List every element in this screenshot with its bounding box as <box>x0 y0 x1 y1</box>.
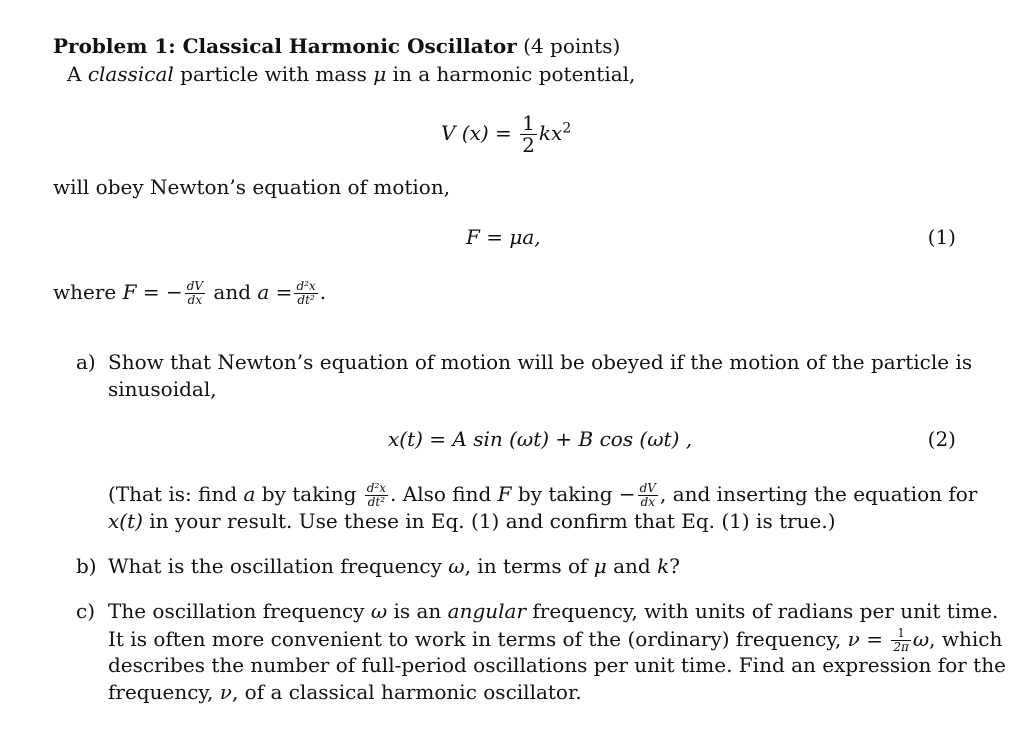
part-b-omega: ω <box>448 554 465 578</box>
part-b-mu: μ <box>593 554 607 578</box>
part-b-k: k <box>657 554 670 578</box>
part-b-text-d: ? <box>669 554 680 578</box>
hint-text-6: in your result. Use these in Eq. (1) and confirm that Eq. (1) is true.) <box>142 509 836 533</box>
part-b-text-c: and <box>606 554 658 578</box>
part-b-text-a: What is the oscillation frequency <box>108 554 449 578</box>
hint-var-xt: x(t) <box>108 509 143 533</box>
equation-2 <box>388 426 692 452</box>
d2x-dt2-fraction <box>294 280 317 306</box>
part-c-l2-nu: ν <box>847 627 860 651</box>
problem-title: Problem 1: Classical Harmonic Oscillator <box>53 34 517 58</box>
equation-1-number: (1) <box>927 225 956 249</box>
hint-text-2: by taking <box>255 482 363 506</box>
hint-text-3: . Also find <box>390 482 498 506</box>
hint-dt2-den: dt² <box>367 495 386 509</box>
problem-heading <box>53 33 620 59</box>
equation-1-expr: F = μa, <box>466 225 541 249</box>
part-c-l4-nu: ν <box>219 680 232 704</box>
part-c-l1-c: frequency, with units of radians per unit time. <box>526 599 999 623</box>
dt2-denominator: dt² <box>297 293 315 307</box>
part-c-l4-a: frequency, <box>108 680 220 704</box>
part-b-text-b: , in terms of <box>464 554 594 578</box>
hint-text-1: (That is: find <box>108 482 244 506</box>
where-definitions <box>53 277 326 307</box>
acceleration-definition: a = <box>257 280 293 304</box>
equation-2-number: (2) <box>927 427 956 451</box>
part-c-frac-den: 2π <box>893 640 909 654</box>
potential-frac-den: 2 <box>522 133 535 157</box>
and-word: and <box>207 280 258 304</box>
hint-var-a: a <box>243 482 256 506</box>
problem-points: (4 points) <box>523 34 621 58</box>
potential-fraction <box>520 113 537 156</box>
potential-exponent: 2 <box>562 120 572 137</box>
potential-frac-num: 1 <box>522 111 535 135</box>
newton-intro: will obey Newton’s equation of motion, <box>53 175 451 199</box>
equation-1 <box>466 224 541 250</box>
part-c-frac-num: 1 <box>891 627 911 641</box>
part-c-line-4 <box>108 679 582 706</box>
hint-var-F: F <box>497 482 512 506</box>
part-a-hint-line-2 <box>108 508 836 535</box>
where-end: . <box>319 280 327 304</box>
part-c-l1-emphasis: angular <box>447 599 527 623</box>
potential-equation <box>441 113 571 156</box>
intro-mu: μ <box>373 62 387 86</box>
hint-dx-den: dx <box>640 495 656 509</box>
part-c-l2-eq: = <box>859 627 890 651</box>
force-definition: F = − <box>122 280 183 304</box>
part-c-label: c) <box>76 599 96 623</box>
part-a-label: a) <box>76 350 96 374</box>
hint-dv-num: dV <box>639 481 656 496</box>
dv-dx-fraction <box>185 280 205 306</box>
dv-numerator: dV <box>186 279 204 294</box>
intro-mid: particle with mass <box>173 62 374 86</box>
potential-rhs: kx <box>538 121 563 145</box>
part-b-label: b) <box>76 554 97 578</box>
hint-text-4: by taking − <box>511 482 636 506</box>
intro-suffix: in a harmonic potential, <box>386 62 636 86</box>
part-c-line-3: describes the number of full-period oscillations per unit time. Find an expression for the <box>108 653 1006 677</box>
part-a-hint-line-1 <box>108 479 977 509</box>
hint-dv-dx-fraction <box>638 482 658 508</box>
part-c-l1-omega: ω <box>370 599 388 623</box>
d2x-numerator: d²x <box>296 279 316 294</box>
potential-lhs: V (x) = <box>441 121 512 145</box>
equation-2-expr: x(t) = A sin (ωt) + B cos (ωt) , <box>388 427 693 451</box>
part-c-l2-a: It is often more convenient to work in terms of the (ordinary) frequency, <box>108 627 848 651</box>
part-c-l2-omega: ω <box>912 627 930 651</box>
part-c-l1-b: is an <box>387 599 448 623</box>
intro-sentence <box>67 61 635 87</box>
intro-prefix: A <box>67 62 88 86</box>
part-c-l1-a: The oscillation frequency <box>108 599 371 623</box>
part-c-l4-b: , of a classical harmonic oscillator. <box>231 680 582 704</box>
hint-text-5: , and inserting the equation for <box>659 482 978 506</box>
part-c-line-2 <box>108 624 1002 654</box>
hint-d2x-dt2-fraction <box>365 482 388 508</box>
part-c-l2-b: , which <box>929 627 1003 651</box>
part-a-line-2: sinusoidal, <box>108 377 217 401</box>
dx-denominator: dx <box>187 293 203 307</box>
part-a-line-1: Show that Newton’s equation of motion will be obeyed if the motion of the particle is <box>108 350 973 374</box>
where-word: where <box>53 280 123 304</box>
part-c-line-1 <box>108 598 998 625</box>
part-b-text <box>108 553 680 580</box>
intro-emphasis: classical <box>87 62 174 86</box>
one-over-2pi-fraction <box>891 627 911 653</box>
hint-d2x-num: d²x <box>366 481 387 496</box>
